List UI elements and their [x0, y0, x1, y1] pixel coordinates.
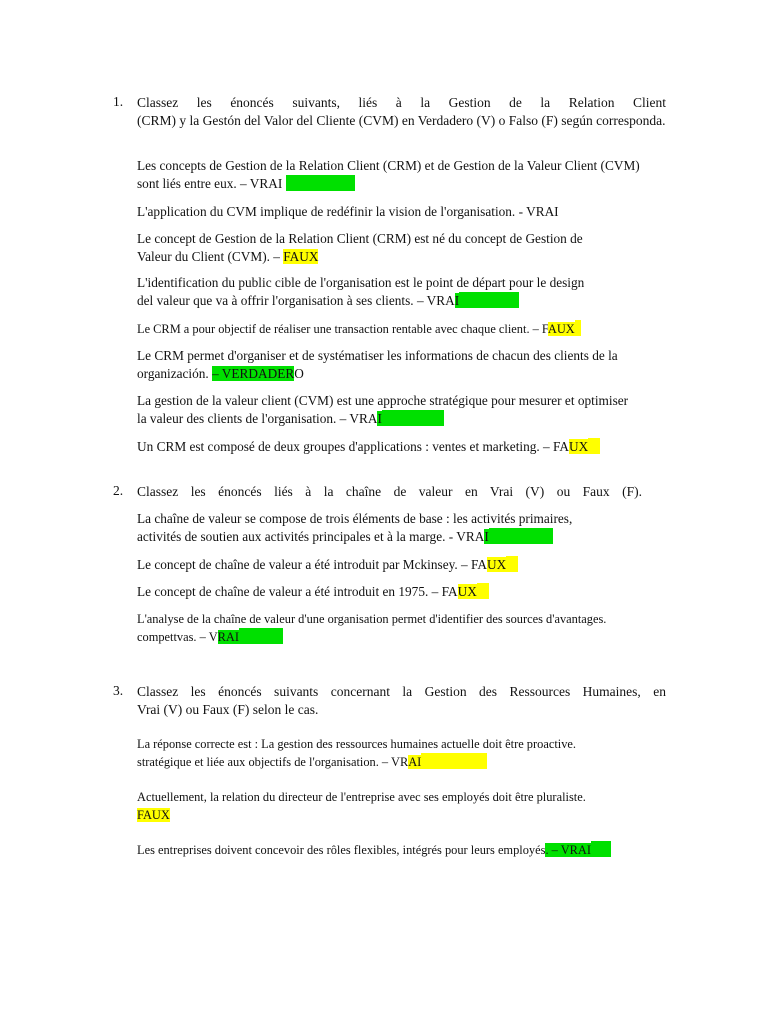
answer-highlight: UX: [487, 557, 507, 572]
statement-line: La chaîne de valeur se compose de trois éléments de base : les activités primaires,: [137, 511, 573, 526]
answer-highlight: [286, 175, 355, 191]
question-text-line: Classez les énoncés suivants concernant la Gestion des Ressources Humaines, en: [137, 684, 666, 699]
statement-text: del valeur que va à offrir l'organisation à ses clients. – VRA: [137, 293, 455, 308]
question-heading: [137, 683, 666, 719]
statement-text: Valeur du Client (CVM). –: [137, 249, 284, 264]
answer-highlight: [506, 556, 518, 572]
answer-highlight: UX: [457, 584, 477, 599]
question-text-line: Classez les énoncés suivants, liés à la Gestion de la Relation Client: [137, 95, 666, 110]
answer-highlight: [575, 320, 581, 336]
statement-text: Les entreprises doivent concevoir des rôles flexibles, intégrés pour leurs employés: [137, 843, 546, 857]
statement-line: [137, 841, 611, 859]
question-heading: [137, 94, 666, 130]
statement-line: [137, 438, 600, 456]
answer-highlight: – VERDADER: [212, 366, 295, 381]
answer-highlight: UX: [569, 439, 589, 454]
statement-line: Actuellement, la relation du directeur de l'entreprise avec ses employés doit être pluraliste.: [137, 790, 586, 804]
statement-text: Un CRM est composé de deux groupes d'applications : ventes et marketing. – FA: [137, 439, 570, 454]
statement-line: [137, 320, 581, 338]
answer-highlight: [239, 628, 283, 644]
statement: [137, 274, 584, 310]
statement-line: L'analyse de la chaîne de valeur d'une organisation permet d'identifier des sources d'avantages.: [137, 612, 607, 626]
statement-line: [137, 806, 586, 824]
statement-text: compettvas. – V: [137, 630, 218, 644]
answer-highlight: [477, 583, 489, 599]
question-text-line: Vrai (V) ou Faux (F) selon le cas.: [137, 702, 319, 717]
statement-line: [137, 410, 628, 428]
statement: [137, 841, 611, 859]
statement-line: [137, 248, 583, 266]
statement-text: Le CRM a pour objectif de réaliser une transaction rentable avec chaque client. – F: [137, 322, 548, 336]
answer-highlight: I: [484, 529, 489, 544]
statement: [137, 510, 572, 546]
answer-highlight: [421, 753, 487, 769]
statement-line: [137, 175, 640, 193]
statement-line: [137, 556, 518, 574]
question-text-line: (CRM) y la Gestón del Valor del Cliente (CVM) en Verdadero (V) o Falso (F) según corresponda.: [137, 113, 666, 128]
statement: [137, 788, 586, 824]
answer-highlight: . – VRAI: [545, 843, 591, 857]
statement-text: Le concept de chaîne de valeur a été introduit par Mckinsey. – FA: [137, 557, 488, 572]
statement: [137, 203, 559, 221]
statement: [137, 438, 600, 456]
statement-line: La réponse correcte est : La gestion des ressources humaines actuelle doit être proactive.: [137, 737, 576, 751]
question-number: 1.: [113, 94, 124, 109]
statement-text: activités de soutien aux activités principales et à la marge. - VRA: [137, 529, 485, 544]
answer-highlight: RAI: [217, 630, 239, 644]
answer-highlight: AUX: [547, 322, 575, 336]
statement-line: L'application du CVM implique de redéfinir la vision de l'organisation. - VRAI: [137, 204, 559, 219]
statement-line: [137, 365, 618, 383]
statement: [137, 392, 628, 428]
answer-highlight: AI: [408, 755, 422, 769]
statement-line: [137, 583, 489, 601]
statement: [137, 610, 606, 646]
statement: [137, 347, 618, 383]
statement-line: La gestion de la valeur client (CVM) est une approche stratégique pour mesurer et optimiser: [137, 393, 629, 408]
statement-line: Les concepts de Gestion de la Relation Client (CRM) et de Gestion de la Valeur Client (CVM): [137, 158, 640, 173]
answer-highlight: FAUX: [137, 808, 170, 822]
statement-text: Le concept de chaîne de valeur a été introduit en 1975. – FA: [137, 584, 458, 599]
statement: [137, 230, 583, 266]
statement-text: O: [294, 366, 304, 381]
answer-highlight: [459, 292, 519, 308]
statement-text: stratégique et liée aux objectifs de l'organisation. – VR: [137, 755, 409, 769]
answer-highlight: [382, 410, 444, 426]
answer-highlight: I: [377, 411, 382, 426]
statement: [137, 735, 576, 771]
answer-highlight: FAUX: [283, 249, 319, 264]
statement-text: sont liés entre eux. – VRAI: [137, 176, 283, 191]
statement: [137, 157, 640, 193]
question-number: 2.: [113, 483, 124, 498]
statement-line: [137, 292, 584, 310]
statement: [137, 583, 489, 601]
statement-line: [137, 628, 606, 646]
statement-line: [137, 528, 572, 546]
answer-highlight: [588, 438, 600, 454]
statement-text: organización.: [137, 366, 213, 381]
question-number: 3.: [113, 683, 124, 698]
statement: [137, 556, 518, 574]
answer-highlight: [591, 841, 611, 857]
statement: [137, 320, 581, 338]
statement-line: L'identification du public cible de l'organisation est le point de départ pour le design: [137, 275, 585, 290]
statement-line: Le CRM permet d'organiser et de systématiser les informations de chacun des clients de la: [137, 348, 618, 363]
question-heading: [137, 483, 642, 501]
answer-highlight: [489, 528, 553, 544]
statement-text: la valeur des clients de l'organisation. – VRA: [137, 411, 378, 426]
answer-highlight: I: [454, 293, 460, 308]
question-text-line: Classez les énoncés liés à la chaîne de valeur en Vrai (V) ou Faux (F).: [137, 484, 642, 499]
statement-line: Le concept de Gestion de la Relation Client (CRM) est né du concept de Gestion de: [137, 231, 583, 246]
statement-line: [137, 753, 576, 771]
